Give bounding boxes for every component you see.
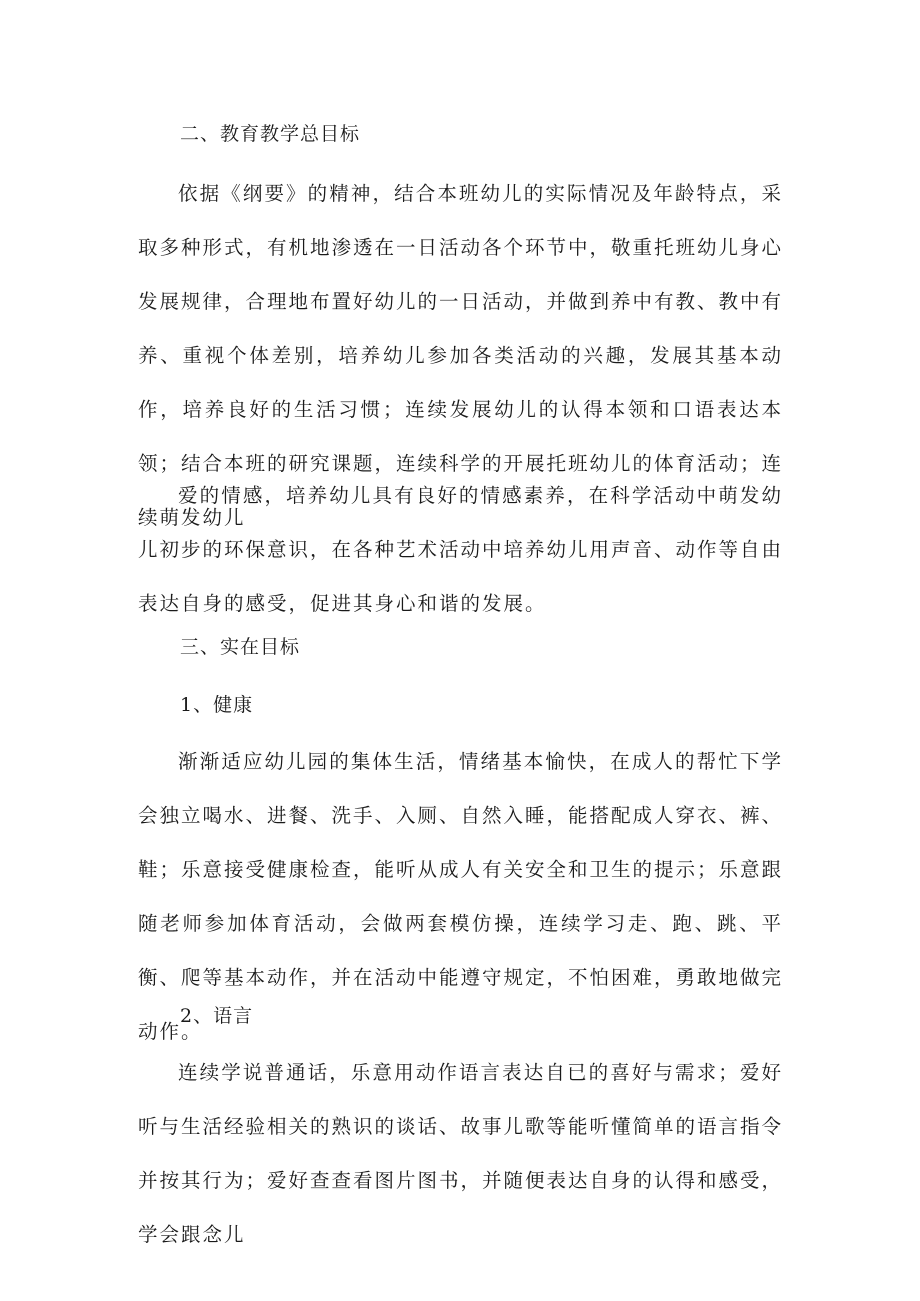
language-heading: 2、语言	[180, 1005, 254, 1027]
language-paragraph: 连续学说普通话，乐意用动作语言表达自已的喜好与需求；爱好听与生活经验相关的熟识的谈话、故事儿歌等能听懂简单的语言指令并按其行为；爱好查查看图片图书，并随便表达自身的认得和感受，学会跟念儿	[138, 1061, 784, 1246]
section-2-paragraph-2: 爱的情感，培养幼儿具有良好的情感素养，在科学活动中萌发幼儿初步的环保意识，在各种艺术活动中培养幼儿用声音、动作等自由表达自身的感受，促进其身心和谐的发展。	[138, 484, 784, 615]
health-paragraph: 渐渐适应幼儿园的集体生活，情绪基本愉快，在成人的帮忙下学会独立喝水、进餐、洗手、入厕、自然入睡，能搭配成人穿衣、裤、鞋；乐意接受健康检查，能听从成人有关安全和卫生的提示；乐意跟随老师参加体育活动，会做两套模仿操，连续学习走、跑、跳、平衡、爬等基本动作，并在活动中能遵守规定，不怕困难，勇敢地做完动作。	[138, 750, 784, 1043]
section-2-heading: 二、教育教学总目标	[180, 123, 361, 145]
health-heading: 1、健康	[180, 694, 254, 716]
section-3-heading: 三、实在目标	[180, 636, 301, 658]
section-2-paragraph-1: 依据《纲要》的精神，结合本班幼儿的实际情况及年龄特点，采取多种形式，有机地渗透在一日活动各个环节中，敬重托班幼儿身心发展规律，合理地布置好幼儿的一日活动，并做到养中有教、教中有养、重视个体差别，培养幼儿参加各类活动的兴趣，发展其基本动作，培养良好的生活习惯；连续发展幼儿的认得本领和口语表达本领；结合本班的研究课题，连续科学的开展托班幼儿的体育活动；连续萌发幼儿	[138, 182, 784, 529]
